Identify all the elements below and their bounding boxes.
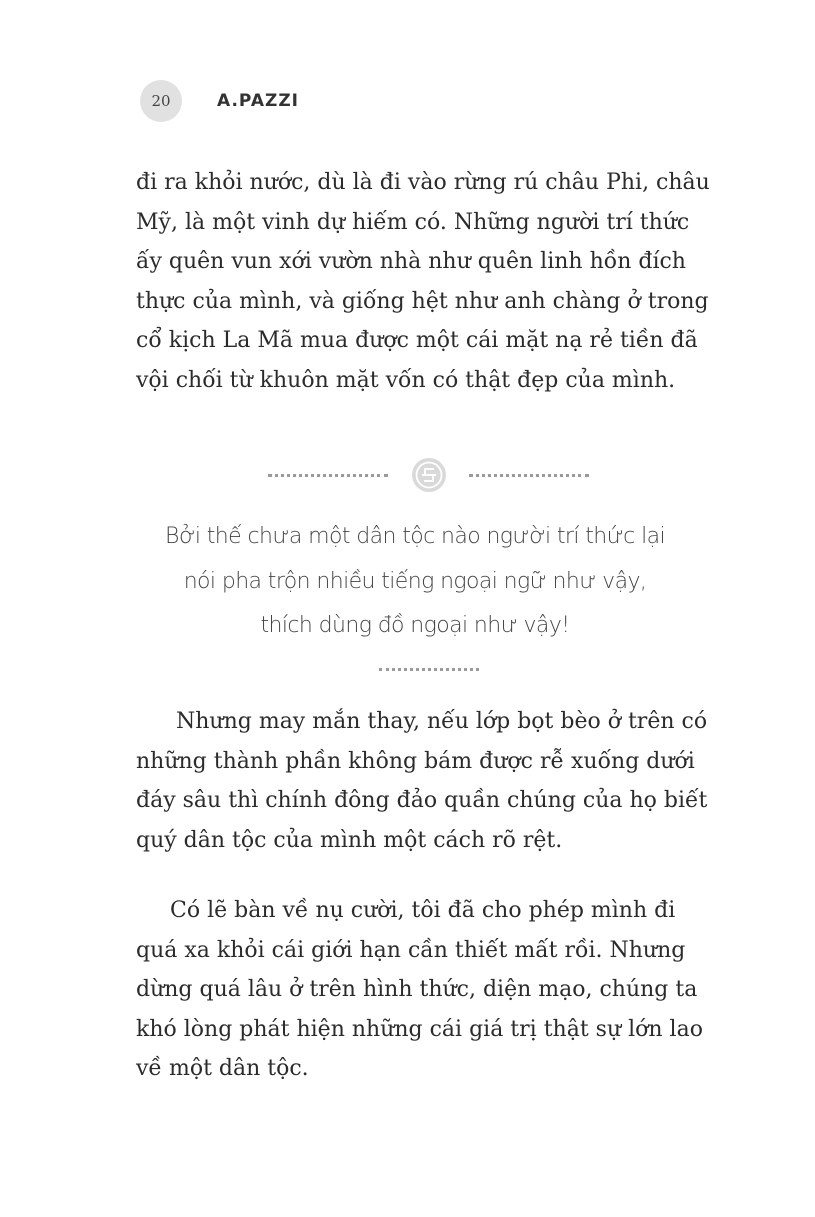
text-line: dừng quá lâu ở trên hình thức, diện mạo, chúng ta <box>136 977 698 1002</box>
text-line: cổ kịch La Mã mua được một cái mặt nạ rẻ tiền đã <box>136 328 698 353</box>
paragraph-3 <box>136 891 736 1089</box>
text-line: khó lòng phát hiện những cái giá trị thật sự lớn lao <box>136 1016 703 1042</box>
text-line: về một dân tộc. <box>136 1056 309 1081</box>
dotted-divider-right <box>469 474 589 477</box>
quote-line: thích dùng đồ ngoại như vậy! <box>260 613 570 638</box>
quote-line: Bởi thế chưa một dân tộc nào người trí thức lại <box>165 524 665 549</box>
pull-quote <box>0 515 815 649</box>
text-line: vội chối từ khuôn mặt vốn có thật đẹp của mình. <box>136 367 676 393</box>
paragraph-2 <box>136 702 736 860</box>
section-ornament <box>0 457 815 493</box>
text-line: Mỹ, là một vinh dự hiếm có. Những người trí thức <box>136 209 690 235</box>
author-name: A.PAZZI <box>217 91 299 111</box>
text-line: thực của mình, và giống hệt như anh chàng ở trong <box>136 288 709 314</box>
text-line: Có lẽ bàn về nụ cười, tôi đã cho phép mình đi <box>170 898 676 923</box>
text-line: quý dân tộc của mình một cách rõ rệt. <box>136 827 563 853</box>
text-line: những thành phần không bám được rễ xuống dưới <box>136 748 695 774</box>
text-line: đi ra khỏi nước, dù là đi vào rừng rú châu Phi, châu <box>136 170 710 195</box>
text-line: ấy quên vun xới vườn nhà như quên linh hồn đích <box>136 249 686 274</box>
page-header <box>140 80 540 124</box>
text-line: đáy sâu thì chính đông đảo quần chúng của họ biết <box>136 788 708 813</box>
text-line: quá xa khỏi cái giới hạn cần thiết mất rồi. Nhưng <box>136 937 686 963</box>
page-number: 20 <box>140 80 182 122</box>
medallion-icon <box>411 457 447 493</box>
dotted-divider-bottom <box>379 668 479 671</box>
paragraph-1 <box>136 163 736 400</box>
quote-line: nói pha trộn nhiều tiếng ngoại ngữ như vậy, <box>183 568 647 594</box>
text-line: Nhưng may mắn thay, nếu lớp bọt bèo ở trên có <box>176 709 708 734</box>
dotted-divider-left <box>268 474 388 477</box>
